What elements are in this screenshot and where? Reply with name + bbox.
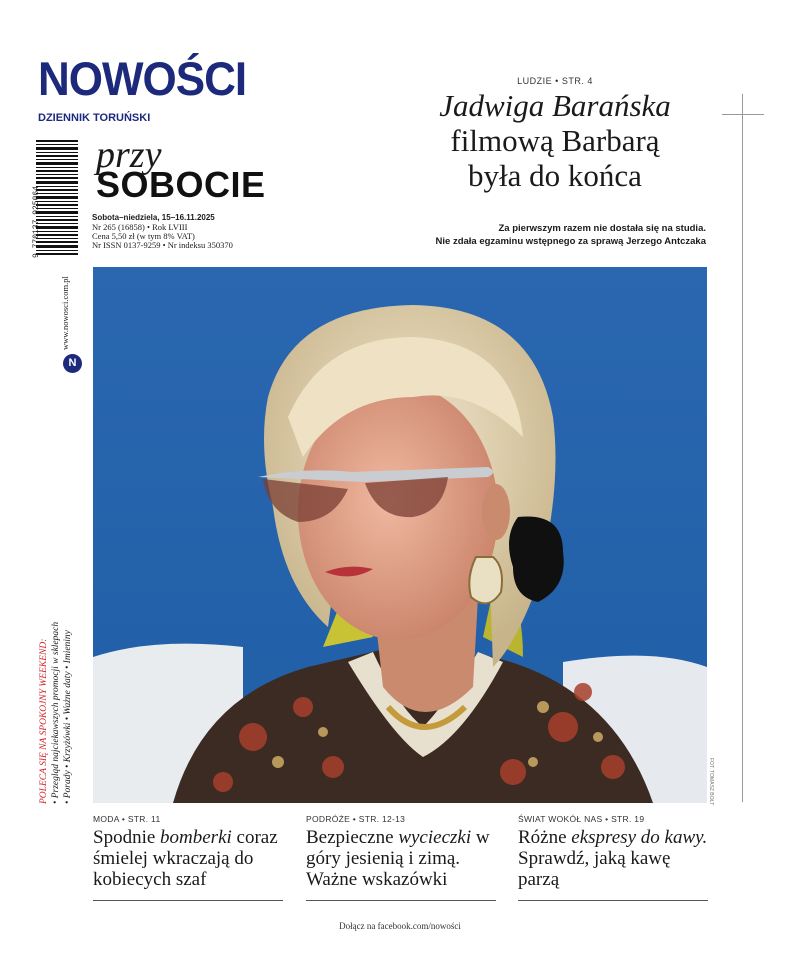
crop-mark	[722, 114, 764, 115]
main-story-deck	[420, 222, 706, 248]
teaser-divider	[93, 900, 283, 901]
headline-line: filmową Barbarą	[450, 123, 660, 158]
portrait-illustration	[93, 267, 707, 803]
issue-price: Cena 5,50 zł (w tym 8% VAT)	[92, 231, 195, 241]
headline-line: była do końca	[468, 158, 642, 193]
photo-credit: FOT. TOMASZ BOŁT	[708, 758, 714, 806]
section-title-bottom: SOBOCIE	[96, 164, 266, 205]
newspaper-logo: NOWOŚCI	[38, 52, 247, 106]
recommends-line: • Przegląd najciekawszych promocji w sklepach	[51, 621, 61, 804]
headline-name: Jadwiga Barańska	[439, 88, 671, 123]
recommends-title: POLECA SIĘ NA SPOKOJNY WEEKEND:	[39, 638, 49, 804]
main-story-kicker: LUDZIE • STR. 4	[517, 76, 593, 86]
deck-line: Nie zdała egzaminu wstępnego za sprawą Jerzego Antczaka	[435, 236, 706, 247]
recommends-sidebar	[38, 618, 74, 804]
brand-badge-icon: N	[63, 354, 82, 373]
issue-date: Sobota–niedziela, 15–16.11.2025	[92, 213, 215, 222]
cover-photo	[93, 267, 707, 803]
teaser-travel[interactable]	[306, 814, 496, 890]
vertical-rule	[742, 94, 743, 802]
barcode-number: 9 770137 925064	[32, 185, 41, 258]
teaser-kicker: MODA • STR. 11	[93, 814, 161, 824]
newspaper-subtitle: DZIENNIK TORUŃSKI	[38, 112, 151, 124]
teaser-divider	[306, 900, 496, 901]
teaser-world[interactable]	[518, 814, 708, 890]
deck-line: Za pierwszym razem nie dostała się na studia.	[498, 223, 706, 234]
teaser-kicker: PODRÓŻE • STR. 12-13	[306, 814, 406, 824]
section-title-top: przy	[96, 134, 162, 176]
teaser-headline: Bezpieczne wycieczki w góry jesienią i zimą. Ważne wskazówki	[306, 827, 490, 890]
recommends-line: • Porady • Krzyżówki • Ważne daty • Imieniny	[63, 630, 73, 804]
teaser-divider	[518, 900, 708, 901]
facebook-footer[interactable]: Dołącz na facebook.com/nowości	[339, 921, 461, 931]
teaser-headline: Różne ekspresy do kawy. Sprawdź, jaką kawę parzą	[518, 827, 708, 890]
issue-issn: Nr ISSN 0137-9259 • Nr indeksu 350370	[92, 240, 233, 250]
main-headline[interactable]	[420, 88, 690, 193]
barcode-image	[36, 140, 78, 258]
teaser-headline: Spodnie bomberki coraz śmielej wkraczają do kobiecych szaf	[93, 827, 278, 890]
teaser-kicker: ŚWIAT WOKÓŁ NAS • STR. 19	[518, 814, 645, 824]
issue-number: Nr 265 (16858) • Rok LVIII	[92, 222, 188, 232]
website-url[interactable]: www.nowosci.com.pl	[60, 276, 70, 350]
teaser-fashion[interactable]	[93, 814, 283, 890]
